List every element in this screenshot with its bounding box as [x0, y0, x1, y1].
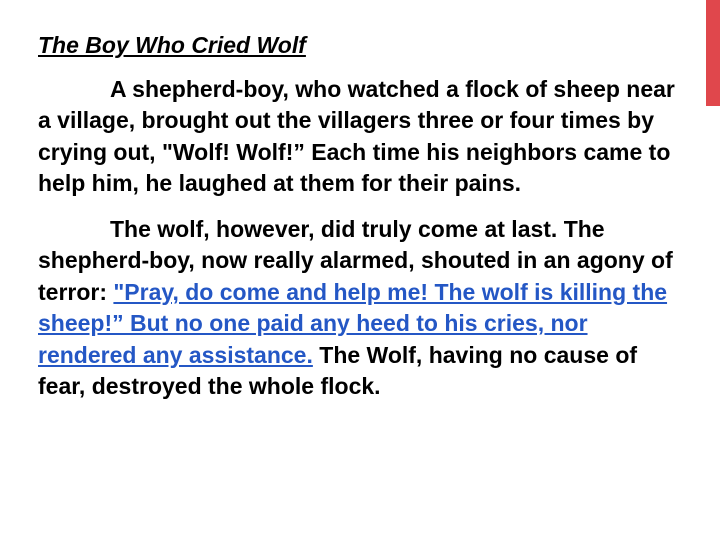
paragraph-2: [38, 214, 678, 403]
paragraph-2-text-after: The Wolf, having no cause of fear, destroyed the whole flock.: [38, 341, 638, 399]
highlighted-quote-link[interactable]: "Pray, do come and help me! The wolf is killing the sheep!” But no one paid any heed to his cries, nor rendered any assistance.: [38, 278, 668, 368]
accent-bar: [706, 0, 720, 106]
story-title: The Boy Who Cried Wolf: [38, 32, 306, 58]
story-content: [38, 30, 678, 403]
paragraph-2-text-before: The wolf, however, did truly come at last. The shepherd-boy, now really alarmed, shouted in an agony of terror:: [38, 215, 673, 305]
paragraph-1-text: A shepherd-boy, who watched a flock of sheep near a village, brought out the villagers three or four times by crying out, "Wolf! Wolf!” Each time his neighbors came to help him, he laughed at them for their pains.: [38, 75, 675, 196]
paragraph-1: [38, 74, 678, 200]
